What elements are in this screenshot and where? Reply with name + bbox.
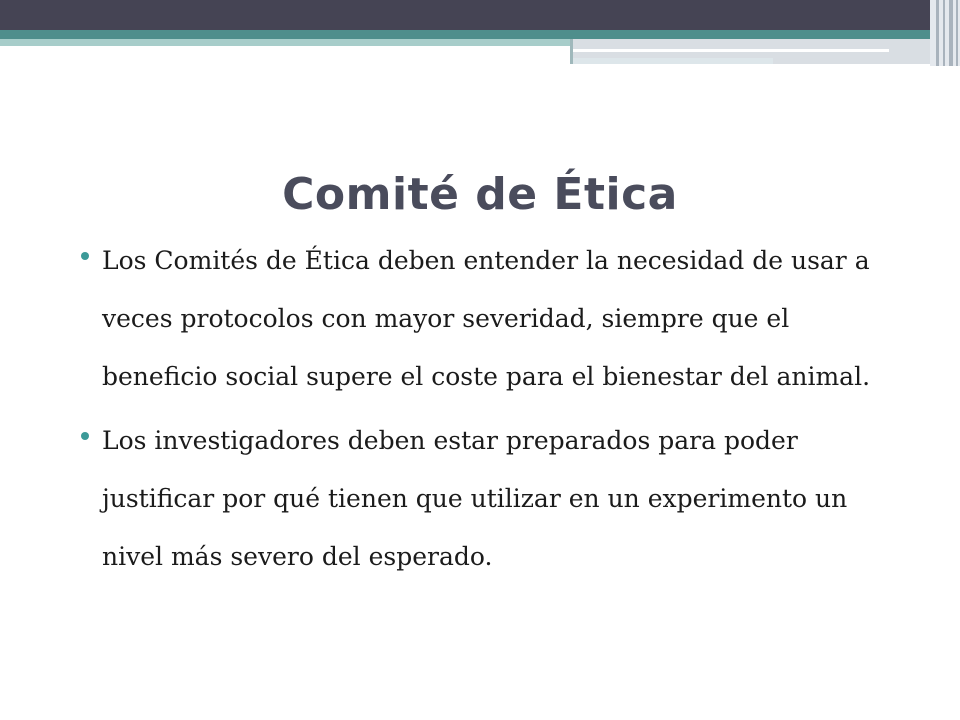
bullet-icon [81, 432, 89, 440]
slide-title: Comité de Ética [282, 169, 678, 221]
bullet-item [76, 232, 906, 406]
bullet-text: Los investigadores deben estar preparados para poder justificar por qué tienen que utilizar en un experimento un nivel más severo del esperado. [102, 426, 848, 571]
bullet-list [76, 232, 906, 592]
teal-accent-band [0, 30, 930, 39]
accent-line [573, 49, 889, 52]
gray-accent-lower [573, 58, 773, 64]
top-banner [0, 0, 960, 30]
bullet-text: Los Comités de Ética deben entender la necesidad de usar a veces protocolos con mayor severidad, siempre que el beneficio social supere el coste para el bienestar del animal. [102, 246, 871, 391]
light-teal-accent [0, 39, 570, 46]
bullet-icon [81, 252, 89, 260]
bullet-item [76, 412, 906, 586]
right-corner-decoration [930, 0, 960, 66]
